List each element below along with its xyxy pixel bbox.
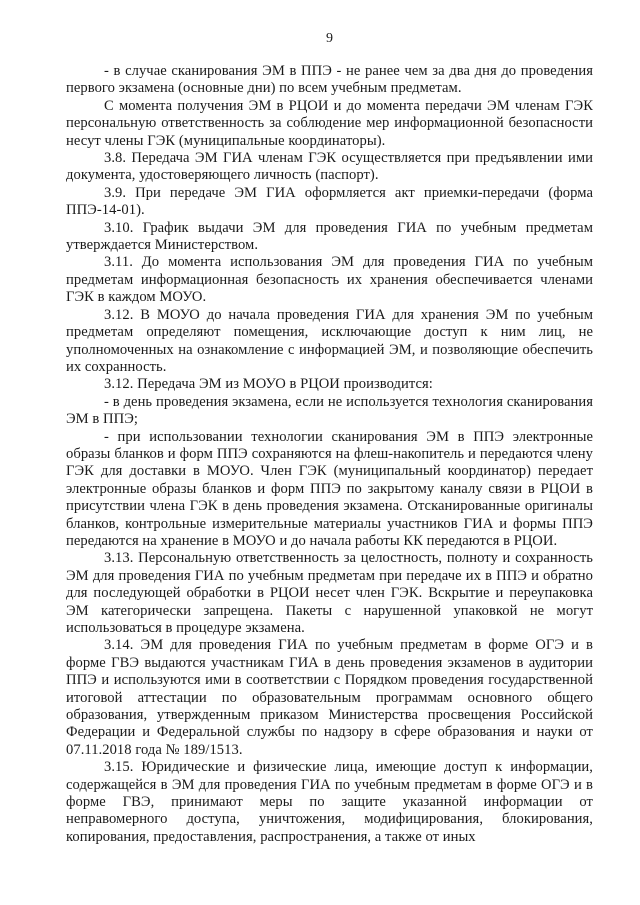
paragraph-responsibility-transfer: С момента получения ЭМ в РЦОИ и до момента передачи ЭМ членам ГЭК персональную ответственность за соблюдение мер информационной безопасности несут члены ГЭК (муниципальные координаторы). <box>66 97 593 149</box>
paragraph-3-12-transfer: 3.12. Передача ЭМ из МОУО в РЦОИ производится: <box>104 376 433 393</box>
page-number: 9 <box>326 31 333 46</box>
paragraph-3-10: 3.10. График выдачи ЭМ для проведения ГИА по учебным предметам утверждается Министерством. <box>66 219 593 254</box>
paragraph-3-12-storage: 3.12. В МОУО до начала проведения ГИА для хранения ЭМ по учебным предметам определяют помещения, исключающие доступ к ним лиц, не уполномоченных на ознакомление с информацией ЭМ, и позволяющие обеспечить их сохранность. <box>66 306 593 375</box>
list-item-with-scanning: - при использовании технологии сканирования ЭМ в ППЭ электронные образы бланков и форм ППЭ сохраняются на флеш-накопитель и передаются члену ГЭК для доставки в МОУО. Член ГЭК (муниципальный координатор) передает электронные образы бланков и форм ППЭ по закрытому каналу связи в РЦОИ в присутствии члена ГЭК в день проведения экзамена. Отсканированные оригиналы бланков, контрольные измерительные материалы участников ГИА и формы ППЭ передаются на хранение в МОУО и до начала работы КК передаются в РЦОИ. <box>66 428 593 549</box>
list-item-no-scanning: - в день проведения экзамена, если не используется технология сканирования ЭМ в ППЭ; <box>66 393 593 428</box>
paragraph-3-9: 3.9. При передаче ЭМ ГИА оформляется акт приемки-передачи (форма ППЭ-14-01). <box>66 184 593 219</box>
paragraph-scanning-deadline: - в случае сканирования ЭМ в ППЭ - не ранее чем за два дня до проведения первого экзамена (основные дни) по всем учебным предметам. <box>66 63 593 97</box>
paragraph-3-11: 3.11. До момента использования ЭМ для проведения ГИА по учебным предметам информационная безопасность их хранения обеспечивается членами ГЭК в каждом МОУО. <box>66 254 593 306</box>
paragraph-3-15: 3.15. Юридические и физические лица, имеющие доступ к информации, содержащейся в ЭМ для проведения ГИА по учебным предметам в форме ОГЭ и в форме ГВЭ, принимают меры по защите указанной информации от неправомерного доступа, уничтожения, модифицирования, блокирования, копирования, предоставления, распространения, а также от иных <box>66 759 593 845</box>
paragraph-3-14: 3.14. ЭМ для проведения ГИА по учебным предметам в форме ОГЭ и в форме ГВЭ выдаются участникам ГИА в день проведения экзаменов в аудитории ППЭ и используются ими в соответствии с Порядком проведения государственной итоговой аттестации по образовательным программам основного общего образования, утвержденным приказом Министерства просвещения Российской Федерации и Федеральной службы по надзору в сфере образования и науки от 07.11.2018 года № 189/1513. <box>66 637 593 758</box>
paragraph-3-13: 3.13. Персональную ответственность за целостность, полноту и сохранность ЭМ для проведения ГИА по учебным предметам при передаче их в ППЭ и обратно для последующей обработки в РЦОИ несет член ГЭК. Вскрытие и переупаковка ЭМ категорически запрещена. Пакеты с нарушенной упаковкой не могут использоваться в процедуре экзамена. <box>66 550 593 636</box>
paragraph-3-8: 3.8. Передача ЭМ ГИА членам ГЭК осуществляется при предъявлении ими документа, удостоверяющего личность (паспорт). <box>66 150 593 184</box>
